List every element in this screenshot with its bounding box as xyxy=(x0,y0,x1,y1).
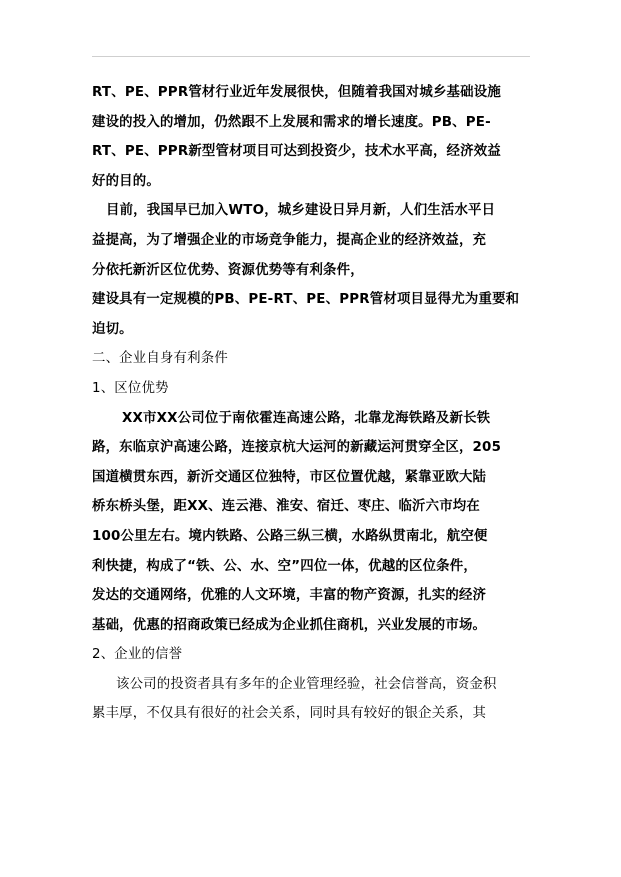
text-line: 分依托新沂区位优势、资源优势等有利条件， xyxy=(92,262,364,278)
text-line: 国道横贯东西，新沂交通区位独特，市区位置优越，紧靠亚欧大陆 xyxy=(92,469,487,485)
text-line: 100公里左右。境内铁路、公路三纵三横，水路纵贯南北，航空便 xyxy=(92,528,488,544)
paragraph-first-line: 该公司的投资者具有多年的企业管理经验，社会信誉高，资金积 xyxy=(116,676,497,692)
text-line: 基础，优惠的招商政策已经成为企业抓住商机，兴业发展的市场。 xyxy=(92,617,487,633)
text-line: 建设具有一定规模的PB、PE-RT、PE、PPR管材项目显得尤为重要和 xyxy=(92,292,520,308)
paragraph-first-line: XX市XX公司位于南依霍连高速公路，北靠龙海铁路及新长铁 xyxy=(122,410,491,426)
text-line: 发达的交通网络，优雅的人文环境，丰富的物产资源，扎实的经济 xyxy=(92,588,487,604)
section-heading: 二、企业自身有利条件 xyxy=(92,351,228,367)
text-line: 利快捷，构成了“铁、公、水、空”四位一体，优越的区位条件， xyxy=(92,558,477,574)
text-line: 建设的投入的增加，仍然跟不上发展和需求的增长速度。PB、PE- xyxy=(92,114,491,130)
header-rule xyxy=(92,56,530,57)
text-line: 累丰厚，不仅具有很好的社会关系，同时具有较好的银企关系，其 xyxy=(92,706,487,722)
text-line: 桥东桥头堡，距XX、连云港、淮安、宿迁、枣庄、临沂六市均在 xyxy=(92,499,480,515)
text-line: 益提高，为了增强企业的市场竞争能力，提高企业的经济效益，充 xyxy=(92,232,487,248)
subsection-heading: 2、企业的信誉 xyxy=(92,647,183,663)
text-line: RT、PE、PPR新型管材项目可达到投资少，技术水平高，经济效益 xyxy=(92,144,501,160)
paragraph-first-line: 目前，我国早已加入WTO，城乡建设日异月新，人们生活水平日 xyxy=(106,203,496,219)
text-line: 迫切。 xyxy=(92,321,133,337)
text-line: RT、PE、PPR管材行业近年发展很快，但随着我国对城乡基础设施 xyxy=(92,85,501,100)
document-body xyxy=(92,78,532,729)
subsection-heading: 1、区位优势 xyxy=(92,380,169,396)
text-line: 路，东临京沪高速公路，连接京杭大运河的新藏运河贯穿全区，205 xyxy=(92,440,502,456)
text-line: 好的目的。 xyxy=(92,173,160,189)
